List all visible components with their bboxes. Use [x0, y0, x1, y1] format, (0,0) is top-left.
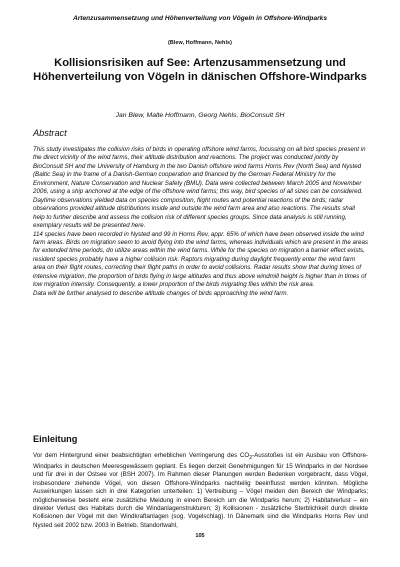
intro-paragraph: [33, 452, 368, 530]
section-heading-einleitung: Einleitung: [33, 434, 78, 444]
running-authors: (Blew, Hoffmann, Nehls): [167, 40, 233, 46]
abstract-heading: Abstract: [33, 128, 67, 138]
abstract-body: [33, 146, 368, 298]
paper-title: Kollisionsrisiken auf See: Artenzusammensetzung und Höhenverteilung von Vögeln in dänischen Offshore-Windparks: [33, 57, 367, 83]
intro-text-start: Vor dem Hintergrund einer beabsichtigten erheblichen Verringerung des CO: [33, 452, 250, 459]
intro-text-rest: -Ausstoßes ist ein Ausbau von Offshore-Windparks in deutschen Meeresgewässern geplant. Es liegen derzeit Genehmigungen für 15 Windparks in der Nordsee und für drei in der Ostsee vor (BSH 2007). Im Rahmen dieser Planungen werden Bedenken vorgebracht, dass Vögel, insbesondere ziehende Vögel, von diesen Offshore-Windparks nachteilig beeinflusst werden könnten. Mögliche Auswirkungen lassen sich in drei Kategorien unterteilen: 1) Vertreibung – Vögel meiden den Bereich der Windparks; möglicherweise besteht eine zusätzliche Meidung in einem Bereich um die Windparks herum; 2) Habitatverlust – ein direkter Verlust des Habitats durch die Windanlagenstrukturen; 3) Kollisionen - zusätzliche Sterblichkeit durch direkte Kollisionen der Vögel mit den Windkraftanlagen (sog. Vogelschlag). In Dänemark sind die Windparks Horns Rev und Nysted seit 2002 bzw. 2003 in Betrieb. Standortwahl,: [33, 452, 368, 529]
paper-authors: Jan Blew, Malte Hoffmann, Georg Nehls, BioConsult SH: [115, 112, 285, 119]
abstract-paragraph: This study investigates the collision risks of birds in operating offshore wind farms, focussing on all bird species present in the direct vicinity of the wind farms, their altitude distribution and reactions. The project was conducted jointly by BioConsult SH and the University of Hamburg in the two Danish offshore wind farms Horns Rev (North Sea) and Nysted (Baltic Sea) in the frame of a Danish-German cooperation and financed by the German Federal Ministry for the Environment, Nature Conservation and Nuclear Safety (BMU). Data were collected between March 2005 and November 2006, using a ship anchored at the edge of the offshore wind farms; this way, bird species of all sizes can be considered. Daytime observations yielded data on species composition, flight routes and potential reactions of the birds; radar observations provided altitude distributions inside and outside the wind farm area and also reactions. The results shall help to further describe and assess the collision risk of different species groups. Since data analysis is still running, exemplary results will be presented here.: [33, 146, 366, 230]
co2-subscript: 2: [249, 455, 253, 462]
page-number: 105: [195, 533, 205, 539]
abstract-paragraph: Data will be further analysed to describe altitude changes of birds approaching the wind farm.: [33, 289, 289, 297]
abstract-paragraph: 114 species have been recorded in Nysted and 99 in Horns Rev, appr. 65% of which have been observed inside the wind farm areas. Birds on migration seem to avoid flying into the wind farms, whereas individuals which are present in the areas for extended time periods, do utilize areas within the wind farms. While for the species on migration a barrier effect exists, resident species probably have a higher collision risk. Raptors migrating during daylight frequently enter the wind farm area on their flight routes, correcting their flight paths in order to avoid collisions. Radar results show that during times of intensive migration, the proportion of birds flying in large altitudes and thus above windmill height is higher than in times of low migration intensity. Consequently, a lower proportion of the birds migrating flies within the risk area.: [33, 230, 368, 289]
running-title: Artenzusammensetzung und Höhenverteilung von Vögeln in Offshore-Windparks: [72, 15, 328, 22]
